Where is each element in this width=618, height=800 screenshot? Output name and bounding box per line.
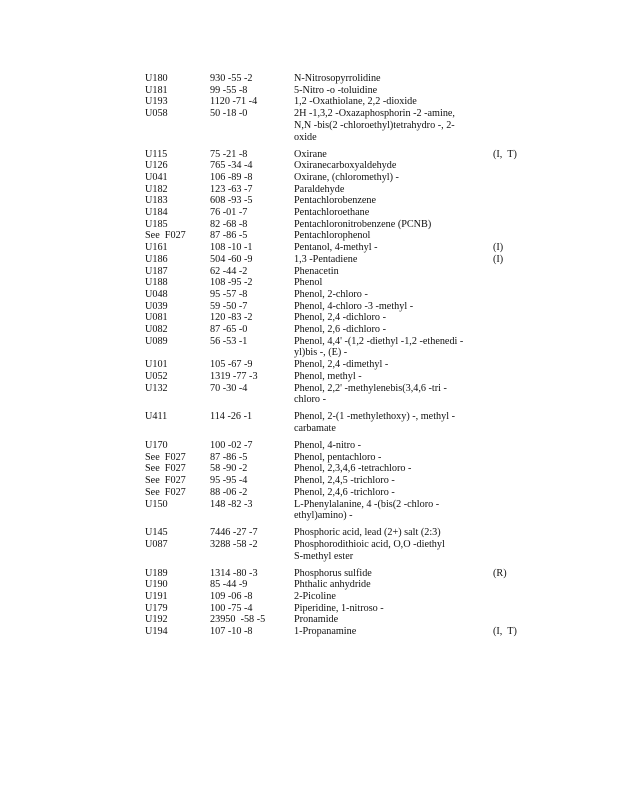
substance-name-cell: Oxirane, (chloromethyl) - <box>294 171 399 183</box>
table-row <box>0 591 618 603</box>
cas-number-cell: 95 -57 -8 <box>210 288 248 300</box>
substance-name-cell: Phosphorodithioic acid, O,O -diethyl S-methyl ester <box>294 538 445 562</box>
waste-code-cell: U041 <box>145 171 168 183</box>
table-row <box>0 626 618 638</box>
cas-number-cell: 114 -26 -1 <box>210 411 253 423</box>
cas-number-cell: 3288 -58 -2 <box>210 538 258 550</box>
substance-name-cell: Phenol, 2,3,4,6 -tetrachloro - <box>294 463 412 475</box>
waste-code-cell: See F027 <box>145 486 186 498</box>
substance-name-cell: L-Phenylalanine, 4 -(bis(2 -chloro - ethyl)amino) - <box>294 498 440 522</box>
substance-name-cell: Phenol, methyl - <box>294 370 362 382</box>
waste-code-cell: U089 <box>145 335 168 347</box>
substance-name-cell: Phenol, 2,4 -dichloro - <box>294 312 386 324</box>
table-row <box>0 207 618 219</box>
substance-name-cell: Phosphoric acid, lead (2+) salt (2:3) <box>294 527 441 539</box>
waste-code-cell: U189 <box>145 567 168 579</box>
substance-name-cell: Phosphorus sulfide <box>294 567 372 579</box>
table-row <box>0 614 618 626</box>
table-row <box>0 108 618 143</box>
substance-name-cell: Oxirane <box>294 148 327 160</box>
waste-code-cell: U180 <box>145 73 168 84</box>
substance-name-cell: Pentachloroethane <box>294 207 370 219</box>
waste-code-cell: U183 <box>145 195 168 207</box>
substance-name-cell: Phenol, 4-chloro -3 -methyl - <box>294 300 414 312</box>
substance-name-cell: Phenol, 4-nitro - <box>294 439 362 451</box>
table-row <box>0 254 618 266</box>
cas-number-cell: 105 -67 -9 <box>210 359 253 371</box>
waste-code-cell: U101 <box>145 359 168 371</box>
substance-name-cell: Phenol, 4,4' -(1,2 -diethyl -1,2 -ethenedi - yl)bis -, (E) - <box>294 335 464 359</box>
substance-name-cell: Phenol, 2,4,6 -trichloro - <box>294 486 395 498</box>
hazard-code-cell: (I) <box>493 242 504 254</box>
table-row <box>0 603 618 615</box>
substance-name-cell: Phthalic anhydride <box>294 579 371 591</box>
table-row <box>0 411 618 434</box>
table-row <box>0 312 618 324</box>
table-row <box>0 371 618 383</box>
substance-name-cell: 1,2 -Oxathiolane, 2,2 -dioxide <box>294 96 417 108</box>
cas-number-cell: 120 -83 -2 <box>210 312 253 324</box>
waste-code-cell: U150 <box>145 498 168 510</box>
substance-name-cell: Phenol, 2-chloro - <box>294 288 368 300</box>
cas-number-cell: 88 -06 -2 <box>210 486 248 498</box>
cas-number-cell: 1120 -71 -4 <box>210 96 258 108</box>
cas-number-cell: 106 -89 -8 <box>210 171 253 183</box>
table-row <box>0 463 618 475</box>
waste-code-cell: U161 <box>145 242 168 254</box>
table-row <box>0 219 618 231</box>
substance-name-cell: Pronamide <box>294 614 339 626</box>
cas-number-cell: 58 -90 -2 <box>210 463 248 475</box>
cas-number-cell: 109 -06 -8 <box>210 591 253 603</box>
hazardous-waste-listing-table <box>0 73 618 638</box>
waste-code-cell: U052 <box>145 370 168 382</box>
cas-number-cell: 100 -75 -4 <box>210 602 253 614</box>
table-row <box>0 301 618 313</box>
waste-code-cell: U186 <box>145 253 168 265</box>
table-row <box>0 73 618 85</box>
waste-code-cell: U187 <box>145 265 168 277</box>
cas-number-cell: 148 -82 -3 <box>210 498 253 510</box>
substance-name-cell: Phenol, pentachloro - <box>294 451 382 463</box>
cas-number-cell: 504 -60 -9 <box>210 253 253 265</box>
cas-number-cell: 108 -95 -2 <box>210 277 253 289</box>
substance-name-cell: Phenol, 2,6 -dichloro - <box>294 324 386 336</box>
table-row <box>0 184 618 196</box>
cas-number-cell: 930 -55 -2 <box>210 73 253 84</box>
waste-code-cell: U132 <box>145 382 168 394</box>
cas-number-cell: 76 -01 -7 <box>210 207 248 219</box>
hazard-code-cell: (R) <box>493 567 507 579</box>
table-row <box>0 324 618 336</box>
substance-name-cell: Pentachlorophenol <box>294 230 371 242</box>
cas-number-cell: 765 -34 -4 <box>210 160 253 172</box>
waste-code-cell: See F027 <box>145 475 186 487</box>
substance-name-cell: 1,3 -Pentadiene <box>294 253 358 265</box>
table-row <box>0 452 618 464</box>
table-row <box>0 289 618 301</box>
table-row <box>0 487 618 499</box>
cas-number-cell: 1319 -77 -3 <box>210 370 258 382</box>
hazard-code-cell: (I, T) <box>493 148 517 160</box>
table-row <box>0 160 618 172</box>
substance-name-cell: Paraldehyde <box>294 183 345 195</box>
table-row <box>0 359 618 371</box>
waste-code-cell: See F027 <box>145 451 186 463</box>
cas-number-cell: 123 -63 -7 <box>210 183 253 195</box>
waste-code-cell: U126 <box>145 160 168 172</box>
cas-number-cell: 99 -55 -8 <box>210 84 248 96</box>
cas-number-cell: 56 -53 -1 <box>210 335 248 347</box>
cas-number-cell: 87 -86 -5 <box>210 451 248 463</box>
waste-code-cell: U082 <box>145 324 168 336</box>
substance-name-cell: Phenol, 2-(1 -methylethoxy) -, methyl - carbamate <box>294 411 455 434</box>
waste-code-cell: U193 <box>145 96 168 108</box>
waste-code-cell: U184 <box>145 207 168 219</box>
cas-number-cell: 608 -93 -5 <box>210 195 253 207</box>
table-row <box>0 475 618 487</box>
substance-name-cell: Phenol, 2,4 -dimethyl - <box>294 359 389 371</box>
table-row <box>0 266 618 278</box>
substance-name-cell: Phenol, 2,2' -methylenebis(3,4,6 -tri - chloro - <box>294 382 447 406</box>
waste-code-cell: U185 <box>145 218 168 230</box>
cas-number-cell: 75 -21 -8 <box>210 148 248 160</box>
cas-number-cell: 85 -44 -9 <box>210 579 248 591</box>
hazard-code-cell: (I, T) <box>493 626 517 638</box>
table-row <box>0 277 618 289</box>
cas-number-cell: 62 -44 -2 <box>210 265 248 277</box>
waste-code-cell: U087 <box>145 538 168 550</box>
waste-code-cell: See F027 <box>145 230 186 242</box>
waste-code-cell: U190 <box>145 579 168 591</box>
waste-code-cell: U192 <box>145 614 168 626</box>
cas-number-cell: 87 -65 -0 <box>210 324 248 336</box>
cas-number-cell: 107 -10 -8 <box>210 626 253 638</box>
cas-number-cell: 1314 -80 -3 <box>210 567 258 579</box>
substance-name-cell: Phenol <box>294 277 323 289</box>
substance-name-cell: 5-Nitro -o -toluidine <box>294 84 378 96</box>
table-row <box>0 568 618 580</box>
cas-number-cell: 7446 -27 -7 <box>210 527 258 539</box>
substance-name-cell: Phenacetin <box>294 265 339 277</box>
substance-name-cell: 2H -1,3,2 -Oxazaphosphorin -2 -amine, N,N -bis(2 -chloroethyl)tetrahydro -, 2- oxide <box>294 108 455 143</box>
table-row <box>0 149 618 161</box>
waste-code-cell: U181 <box>145 84 168 96</box>
substance-name-cell: Piperidine, 1-nitroso - <box>294 602 384 614</box>
table-row <box>0 527 618 539</box>
substance-name-cell: Pentachloronitrobenzene (PCNB) <box>294 218 432 230</box>
waste-code-cell: See F027 <box>145 463 186 475</box>
cas-number-cell: 95 -95 -4 <box>210 475 248 487</box>
cas-number-cell: 23950 -58 -5 <box>210 614 266 626</box>
waste-code-cell: U182 <box>145 183 168 195</box>
table-row <box>0 230 618 242</box>
cas-number-cell: 87 -86 -5 <box>210 230 248 242</box>
waste-code-cell: U194 <box>145 626 168 638</box>
table-row <box>0 96 618 108</box>
hazard-code-cell: (I) <box>493 253 504 265</box>
substance-name-cell: N-Nitrosopyrrolidine <box>294 73 381 84</box>
waste-code-cell: U179 <box>145 602 168 614</box>
table-row <box>0 85 618 97</box>
waste-code-cell: U048 <box>145 288 168 300</box>
table-row <box>0 440 618 452</box>
substance-name-cell: Oxiranecarboxyaldehyde <box>294 160 397 172</box>
cas-number-cell: 50 -18 -0 <box>210 108 248 120</box>
waste-code-cell: U039 <box>145 300 168 312</box>
cas-number-cell: 100 -02 -7 <box>210 439 253 451</box>
table-row <box>0 383 618 406</box>
cas-number-cell: 82 -68 -8 <box>210 218 248 230</box>
cas-number-cell: 59 -50 -7 <box>210 300 248 312</box>
cas-number-cell: 108 -10 -1 <box>210 242 253 254</box>
waste-code-cell: U145 <box>145 527 168 539</box>
table-row <box>0 539 618 562</box>
cas-number-cell: 70 -30 -4 <box>210 382 248 394</box>
table-row <box>0 579 618 591</box>
waste-code-cell: U115 <box>145 148 168 160</box>
table-row <box>0 242 618 254</box>
substance-name-cell: Pentanol, 4-methyl - <box>294 242 378 254</box>
waste-code-cell: U081 <box>145 312 168 324</box>
substance-name-cell: 1-Propanamine <box>294 626 357 638</box>
table-row <box>0 195 618 207</box>
waste-code-cell: U170 <box>145 439 168 451</box>
substance-name-cell: 2-Picoline <box>294 591 336 603</box>
waste-code-cell: U191 <box>145 591 168 603</box>
waste-code-cell: U188 <box>145 277 168 289</box>
waste-code-cell: U411 <box>145 411 168 423</box>
table-row <box>0 172 618 184</box>
table-row <box>0 499 618 522</box>
substance-name-cell: Phenol, 2,4,5 -trichloro - <box>294 475 395 487</box>
substance-name-cell: Pentachlorobenzene <box>294 195 377 207</box>
waste-code-cell: U058 <box>145 108 168 120</box>
table-row <box>0 336 618 359</box>
